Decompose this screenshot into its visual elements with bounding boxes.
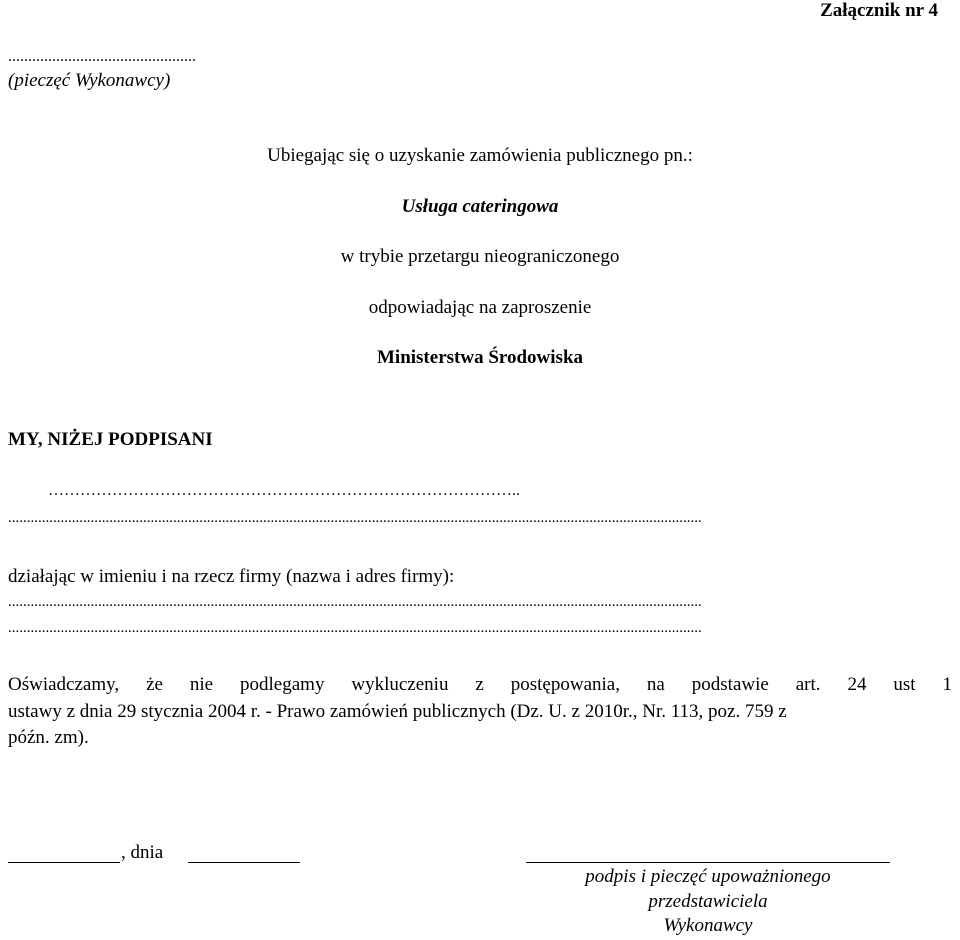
procedure-mode: w trybie przetargu nieograniczonego xyxy=(340,246,620,267)
signature-caption-3: Wykonawcy xyxy=(663,915,753,936)
date-label: , dnia xyxy=(121,842,164,863)
acting-label: działając w imieniu i na rzecz firmy (nazwa i adres firmy): xyxy=(8,566,455,587)
signature-blank xyxy=(526,862,890,863)
ministry-name: Ministerstwa Środowiska xyxy=(376,347,584,368)
stamp-label: (pieczęć Wykonawcy) xyxy=(8,70,171,91)
declaration-line-2: ustawy z dnia 29 stycznia 2004 r. - Prawo zamówień publicznych (Dz. U. z 2010r., Nr. 113, poz. 759 z xyxy=(8,701,787,722)
stamp-dots: ............................................... xyxy=(8,48,196,65)
date-blank xyxy=(188,862,300,863)
declaration-line-1: Oświadczamy, że nie podlegamy wykluczeniu z postępowania, na podstawie art. 24 ust 1 xyxy=(8,674,952,695)
fill-line-names-1: …………………………………………………………………………….. xyxy=(48,482,520,499)
order-subject: Usługa cateringowa xyxy=(401,196,559,217)
fill-line-company-2: ......................................................................................................................................................................................... xyxy=(8,620,702,636)
fill-line-names-2: ......................................................................................................................................................................................... xyxy=(8,510,702,526)
intro-line: Ubiegając się o uzyskanie zamówienia publicznego pn.: xyxy=(267,145,693,166)
declaration-line-3: późn. zm). xyxy=(8,727,89,748)
signatories-heading: MY, NIŻEJ PODPISANI xyxy=(8,429,213,450)
fill-line-company-1: ......................................................................................................................................................................................... xyxy=(8,594,702,610)
place-blank xyxy=(8,862,120,863)
signature-caption-1: podpis i pieczęć upoważnionego xyxy=(585,866,831,887)
signature-caption-2: przedstawiciela xyxy=(648,891,768,912)
response-line: odpowiadając na zaproszenie xyxy=(368,297,592,318)
annex-title: Załącznik nr 4 xyxy=(820,0,938,21)
